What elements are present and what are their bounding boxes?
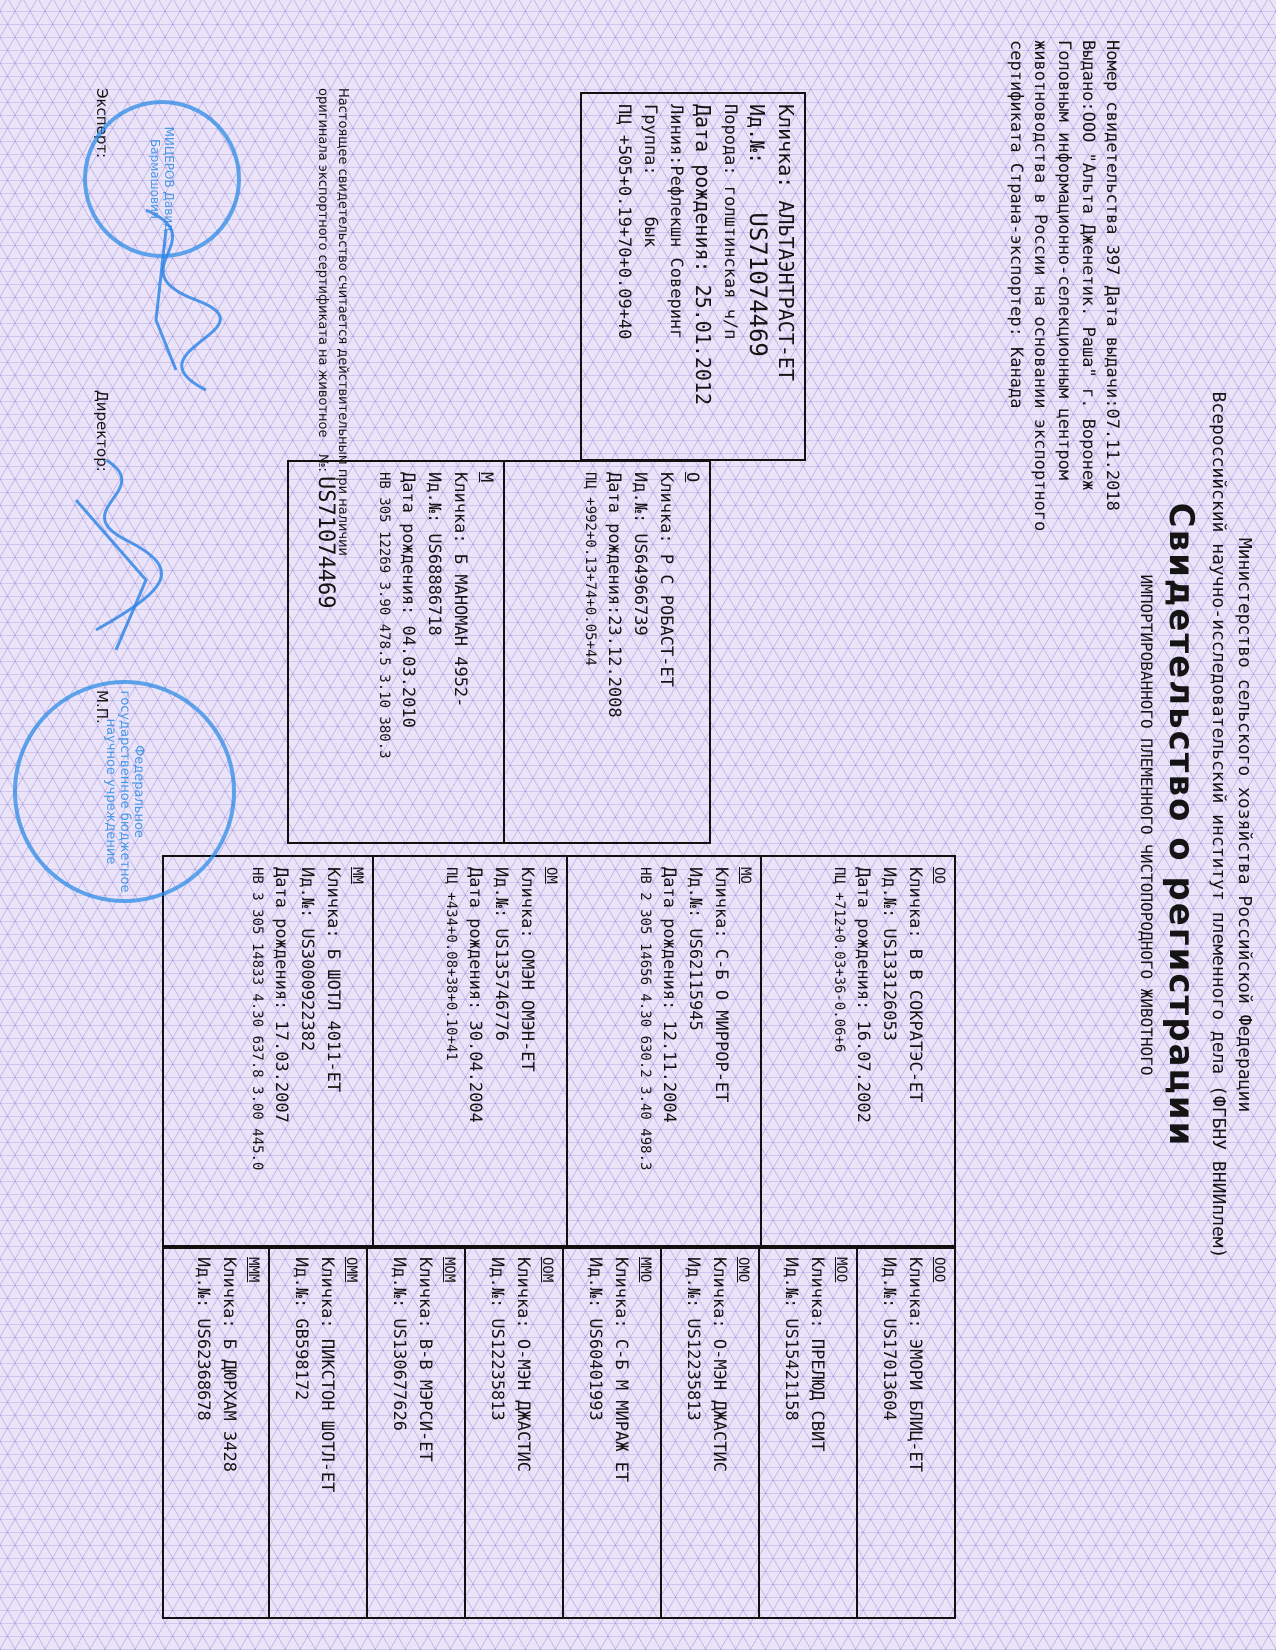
grandparent-id: Ид.№: US62115945 — [685, 867, 705, 1031]
ggp-moo — [758, 1247, 856, 1617]
ggp-name: Кличка: ПРЕЛЮД СВИТ — [807, 1257, 827, 1452]
grandparent-index: ПЦ +712+0.03+36-0.06+6 — [831, 867, 847, 1053]
mother-id: Ид.№: US68886718 — [424, 472, 444, 636]
expert-label: Эксперт: — [93, 88, 111, 159]
ggp-role: МММ — [245, 1257, 261, 1283]
grandparent-index: НВ 3 305 14833 4.30 637.8 3.00 445.0 — [249, 867, 265, 1171]
ggp-name: Кличка: Б ДЮРХАМ 3428 — [219, 1257, 239, 1472]
ggp-ooo — [856, 1247, 954, 1617]
validity-note-line-2 — [313, 88, 338, 609]
ggp-name: Кличка: О-МЭН ДЖАСТИС — [513, 1257, 533, 1472]
great-grandparents-column — [162, 1245, 956, 1619]
grandparent-oo — [760, 857, 954, 1247]
mother-birth: Дата рождения: 04.03.2010 — [398, 472, 418, 728]
grandparent-birth: Дата рождения: 12.11.2004 — [659, 867, 679, 1123]
animal-id-row — [743, 104, 772, 449]
ggp-id: Ид.№: US62368678 — [193, 1257, 213, 1421]
grandparent-role: МО — [737, 867, 753, 884]
father-id: Ид.№: US64966739 — [630, 472, 650, 636]
animal-breed: Порода: голштинская ч/п — [720, 104, 740, 340]
animal-birth-date: Дата рождения: 25.01.2012 — [691, 104, 715, 406]
validity-note-line-1: Настоящее свидетельство считается действительным при наличии — [335, 88, 350, 556]
ggp-role: МОО — [833, 1257, 849, 1283]
animal-box — [580, 92, 806, 461]
expert-stamp-text: МИЦЕРОВ Давид Бармашович — [148, 126, 176, 232]
certificate-info — [1004, 40, 1124, 531]
ggp-name: Кличка: ЭМОРИ БЛИЦ-ЕТ — [905, 1257, 925, 1472]
institute-line: Всероссийский научно-исследовательский институт племенного дела (ФГБНУ ВНИИплем) — [1208, 391, 1229, 1259]
expert-signature — [106, 200, 236, 400]
ggp-role: ООМ — [539, 1257, 555, 1283]
grandparent-role: ММ — [349, 867, 365, 884]
animal-group-row — [637, 104, 663, 449]
animal-index: ПЦ +505+0.19+70+0.09+40 — [614, 104, 634, 340]
grandparent-birth: Дата рождения: 30.04.2004 — [465, 867, 485, 1123]
ggp-id: Ид.№: US60401993 — [585, 1257, 605, 1421]
grandparent-role: ОМ — [543, 867, 559, 884]
mother-role: М — [476, 472, 496, 483]
ggp-role: ММО — [637, 1257, 653, 1283]
animal-group-label: Группа: — [640, 104, 660, 176]
mother-box — [369, 462, 503, 842]
stamp-place-label: М.П. — [93, 690, 111, 724]
grandparent-birth: Дата рождения: 16.07.2002 — [853, 867, 873, 1123]
ggp-id: Ид.№: US12235813 — [487, 1257, 507, 1421]
basis-line-1: Головным информационно-селекционным центром — [1054, 40, 1074, 481]
ggp-role: ОММ — [343, 1257, 359, 1283]
basis-line-3: сертификата Страна-экспортер: Канада — [1006, 40, 1026, 409]
basis-line-2: животноводства в России на основании экспортного — [1030, 40, 1050, 532]
ggp-mmo — [562, 1247, 660, 1617]
father-index: ПЦ +992+0.13+74+0.05+44 — [582, 472, 598, 666]
certificate-no-label: №: — [315, 454, 330, 472]
father-role: О — [682, 472, 702, 483]
animal-id: US71074469 — [744, 212, 772, 357]
director-label: Директор: — [93, 390, 111, 472]
animal-group: бык — [640, 216, 660, 248]
grandparents-column — [162, 855, 956, 1249]
ggp-id: Ид.№: US15421158 — [781, 1257, 801, 1421]
animal-line: Линия:Рефлекшн Соверинг — [666, 104, 686, 340]
grandparent-id: Ид.№: US133126053 — [879, 867, 899, 1041]
ggp-role: ОМО — [735, 1257, 751, 1283]
ggp-name: Кличка: С-Б М МИРАЖ ЕТ — [611, 1257, 631, 1483]
ministry-line: Министерство сельского хозяйства Российской Федерации — [1234, 537, 1255, 1113]
grandparent-birth: Дата рождения: 17.03.2007 — [271, 867, 291, 1123]
father-box — [503, 462, 709, 842]
validity-note-text: оригинала экспортного сертификата на животное — [315, 88, 330, 438]
mother-index: НВ 305 12269 3.90 478.5 3.10 380.3 — [376, 472, 392, 759]
grandparent-id: Ид.№: US3000922382 — [297, 867, 317, 1052]
validity-note — [314, 88, 351, 609]
grandparent-mm — [242, 857, 372, 1247]
grandparent-index: ПЦ +434+0.08+38+0.10+41 — [443, 867, 459, 1061]
mother-name: Кличка: Б МАНОМАН 4952- — [450, 472, 470, 708]
animal-id-label: Ид.№: — [745, 104, 769, 165]
ggp-oom — [464, 1247, 562, 1617]
ggp-omo — [660, 1247, 758, 1617]
father-name: Кличка: Р С РОБАСТ-ЕТ — [656, 472, 676, 687]
grandparent-name: Кличка: Б ШОТЛ 4011-ЕТ — [323, 867, 343, 1093]
grandparent-id: Ид.№: US135746776 — [491, 867, 511, 1041]
grandparent-name: Кличка: ОМЭН ОМЭН-ЕТ — [517, 867, 537, 1072]
ggp-name: Кличка: ПИКСТОН ШОТЛ-ЕТ — [317, 1257, 337, 1493]
ggp-role: МОМ — [441, 1257, 457, 1283]
certificate-no: US71074469 — [313, 476, 338, 609]
document-title: Свидетельство о регистрации — [1161, 502, 1201, 1148]
director-signature — [46, 450, 186, 670]
ggp-omm — [268, 1247, 366, 1617]
grandparent-mo — [566, 857, 760, 1247]
issued-to-line: Выдано:ООО "Альта Дженетик. Раша" г. Воронеж — [1078, 40, 1098, 491]
grandparent-role: ОО — [931, 867, 947, 884]
animal-name: Кличка: АЛЬТАЭНТРАСТ-ЕТ — [774, 104, 798, 381]
grandparent-name: Кличка: В В СОКРАТЭС-ЕТ — [905, 867, 925, 1103]
official-seal — [13, 680, 236, 903]
official-seal-text: Федеральное государственное бюджетное научное учреждение — [103, 690, 147, 893]
ggp-id: Ид.№: US130677626 — [389, 1257, 409, 1431]
ggp-mmm — [186, 1247, 268, 1617]
ggp-id: Ид.№: US17013604 — [879, 1257, 899, 1421]
ggp-name: Кличка: О-МЭН ДЖАСТИС — [709, 1257, 729, 1472]
ggp-mom — [366, 1247, 464, 1617]
ggp-id: Ид.№: GB598172 — [291, 1257, 311, 1401]
ggp-id: Ид.№: US12235813 — [683, 1257, 703, 1421]
document-subtitle: ИМПОРТИРОВАННОГО ПЛЕМЕННОГО ЧИСТОПОРОДНОГО ЖИВОТНОГО — [1137, 574, 1156, 1076]
grandparent-index: НВ 2 305 14656 4.30 630.2 3.40 498.3 — [637, 867, 653, 1171]
certificate-number-line: Номер свидетельства 397 Дата выдачи:07.11.2018 — [1102, 40, 1122, 511]
father-birth: Дата рождения:23.12.2008 — [604, 472, 624, 718]
ggp-name: Кличка: В-В МЭРСИ-ЕТ — [415, 1257, 435, 1462]
grandparent-name: Кличка: С-Б О МИРРОР-ЕТ — [711, 867, 731, 1103]
grandparent-om — [372, 857, 566, 1247]
ggp-role: ООО — [931, 1257, 947, 1283]
